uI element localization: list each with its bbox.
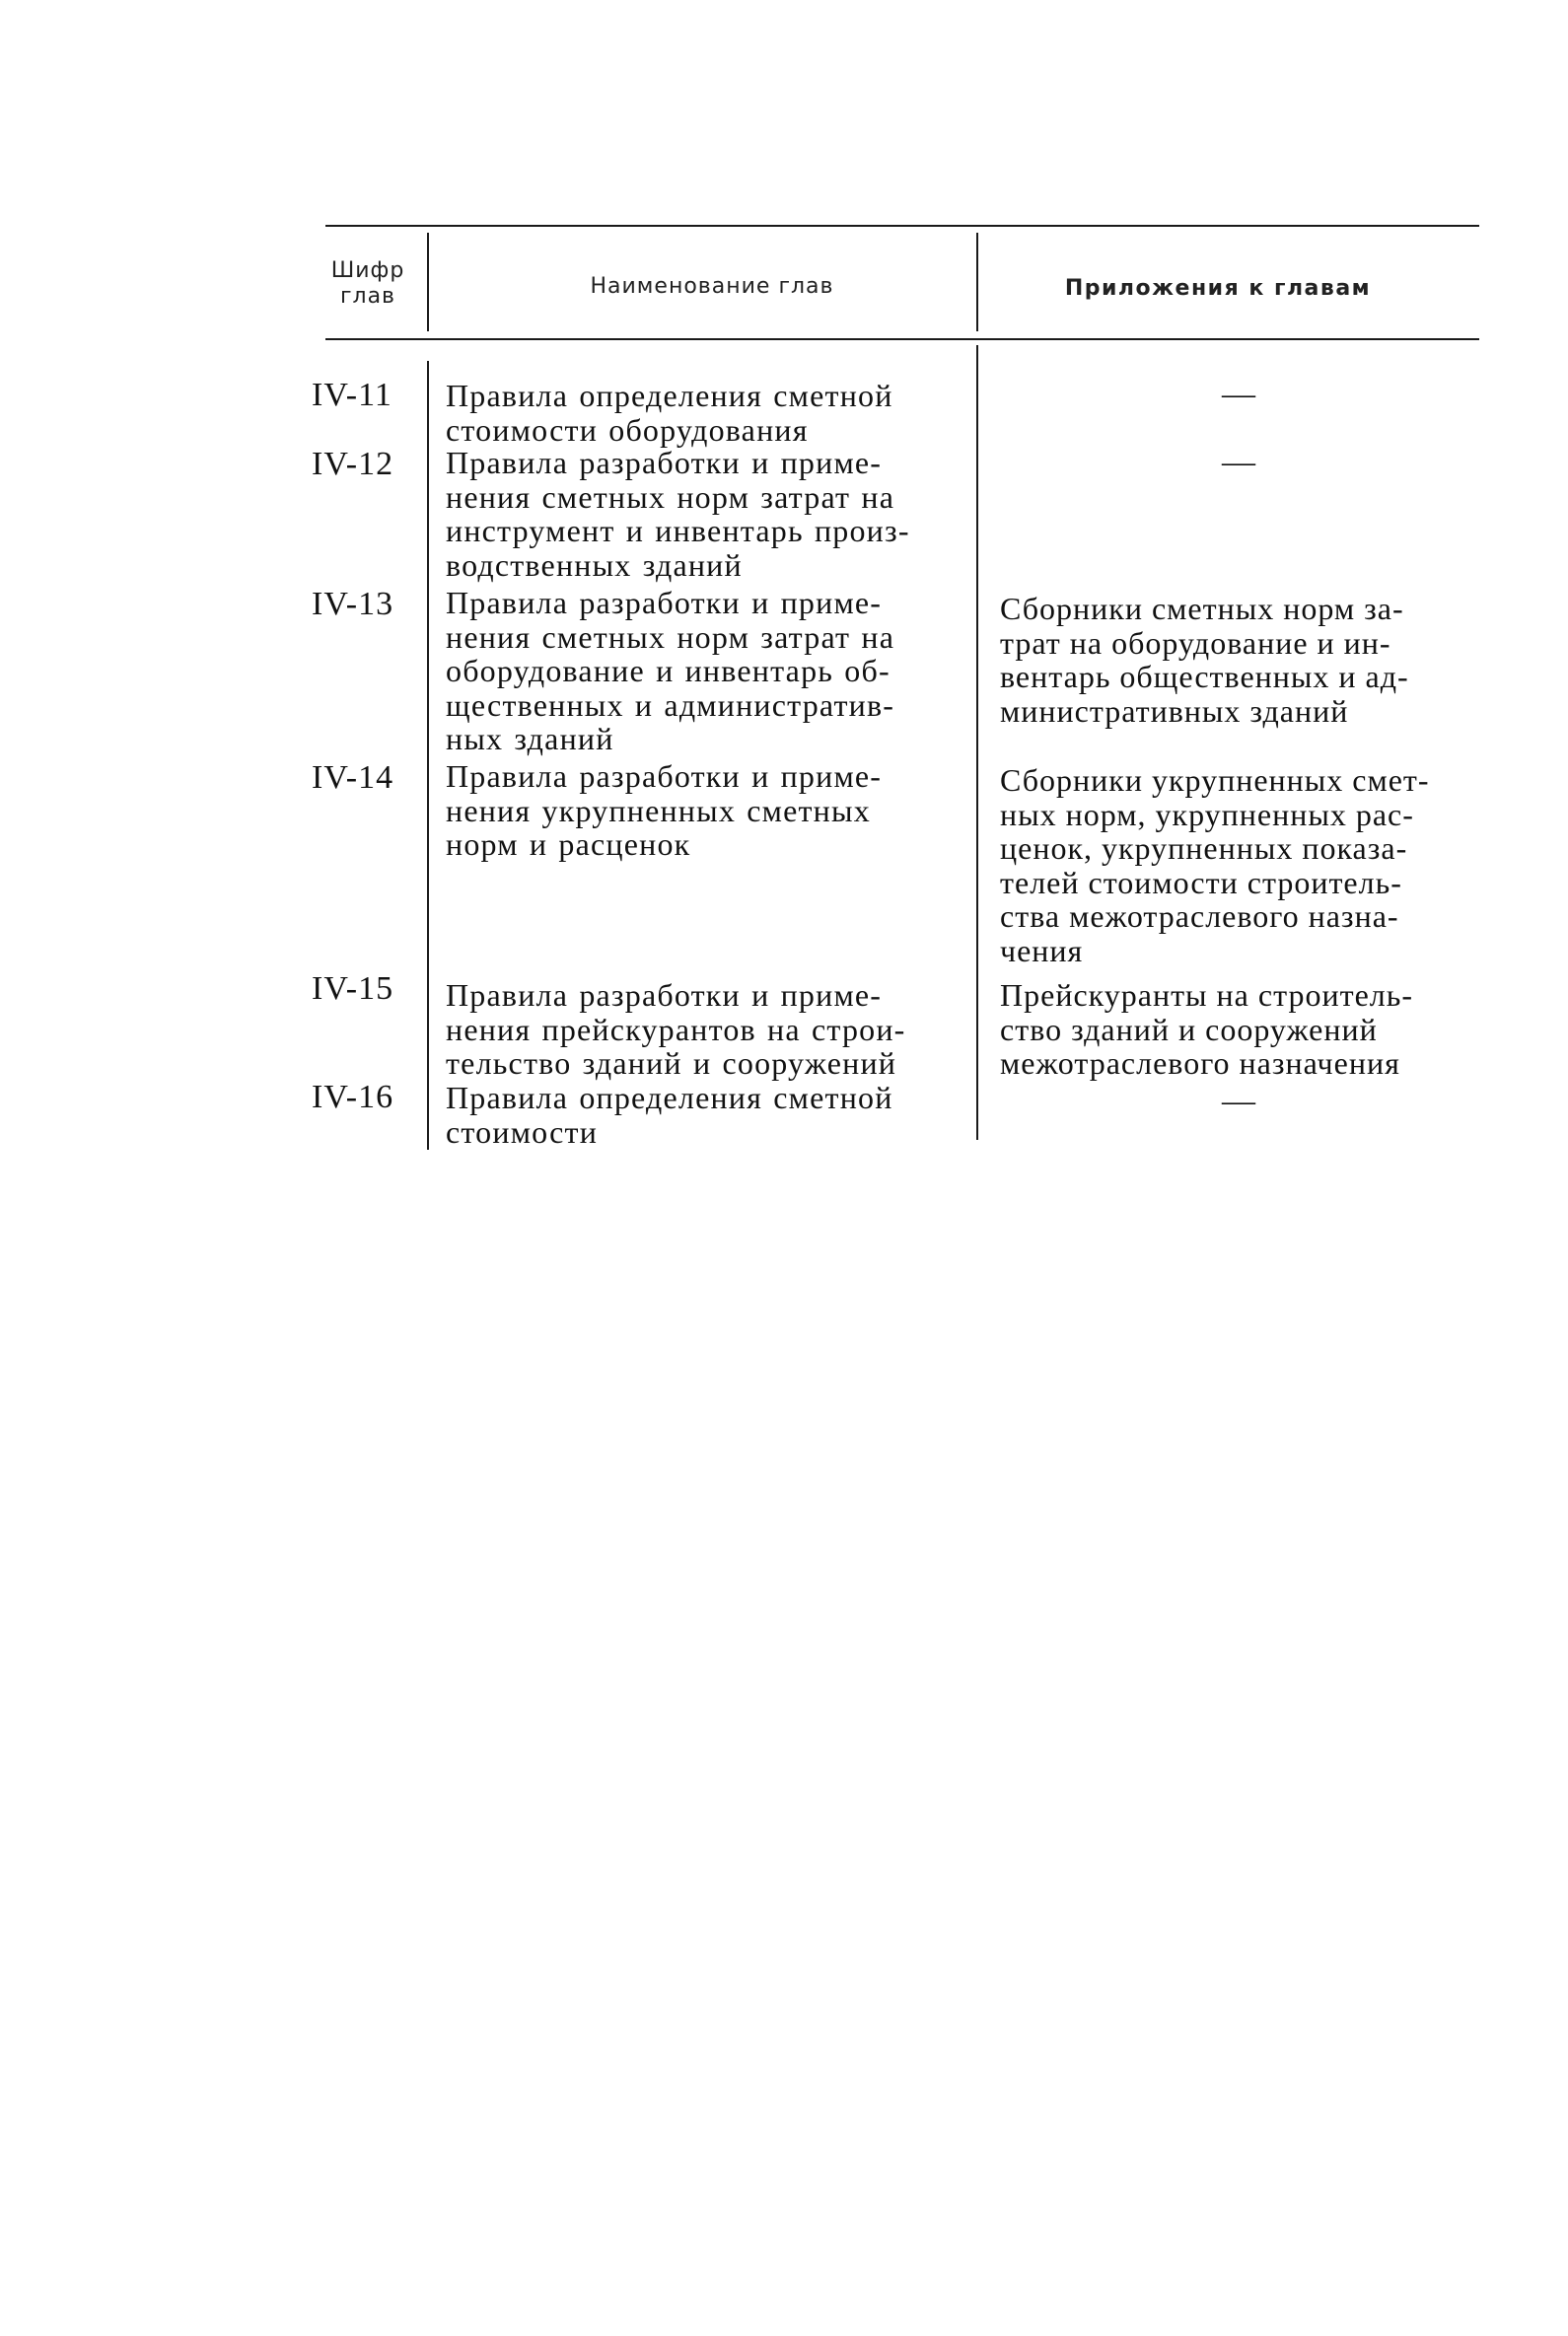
appendix-dash: — bbox=[1222, 376, 1255, 412]
name-line: стоимости оборудования bbox=[446, 411, 809, 448]
name-line: Правила определения сметной bbox=[446, 1080, 893, 1115]
appendix-dash: — bbox=[1222, 1083, 1255, 1119]
header-code: Шифр глав bbox=[330, 258, 405, 309]
appendix-dash: — bbox=[1222, 444, 1255, 480]
row-name bbox=[446, 1081, 966, 1149]
table-top-rule bbox=[325, 225, 1479, 227]
name-line: нения укрупненных сметных bbox=[446, 792, 871, 828]
name-line: оборудование и инвентарь об- bbox=[446, 653, 891, 688]
row-code: IV-15 bbox=[312, 970, 394, 1007]
appendix-line: ство зданий и сооружений bbox=[1000, 1011, 1378, 1047]
name-line: тельство зданий и сооружений bbox=[446, 1045, 897, 1081]
appendix-line: Прейскуранты на строитель- bbox=[1000, 977, 1413, 1013]
row-name bbox=[446, 978, 966, 1081]
appendix-line: Сборники укрупненных смет- bbox=[1000, 762, 1430, 798]
name-line: стоимости bbox=[446, 1113, 599, 1150]
header-separator-left bbox=[427, 233, 429, 331]
header-bottom-rule bbox=[325, 338, 1479, 340]
name-line: нения сметных норм затрат на bbox=[446, 618, 895, 655]
row-name bbox=[446, 759, 966, 862]
name-line: Правила разработки и приме- bbox=[446, 445, 883, 480]
name-line: ных зданий bbox=[446, 721, 614, 756]
row-appendix bbox=[1000, 763, 1477, 967]
name-line: щественных и административ- bbox=[446, 686, 895, 723]
name-line: Правила разработки и приме- bbox=[446, 585, 883, 620]
appendix-line: межотраслевого назначения bbox=[1000, 1045, 1400, 1081]
name-line: инструмент и инвентарь произ- bbox=[446, 513, 910, 548]
appendix-line: телей стоимости строитель- bbox=[1000, 864, 1402, 900]
appendix-line: чения bbox=[1000, 932, 1084, 968]
name-line: Правила разработки и приме- bbox=[446, 758, 883, 794]
name-line: нения сметных норм затрат на bbox=[446, 478, 895, 515]
row-name bbox=[446, 446, 966, 582]
appendix-line: министративных зданий bbox=[1000, 692, 1349, 729]
appendix-line: трат на оборудование и ин- bbox=[1000, 624, 1391, 661]
header-appendix: Приложения к главам bbox=[1064, 276, 1372, 301]
name-line: водственных зданий bbox=[446, 546, 743, 583]
row-code: IV-12 bbox=[312, 446, 394, 482]
row-appendix bbox=[1000, 978, 1477, 1081]
body-separator-right bbox=[976, 345, 978, 1140]
name-line: нения прейскурантов на строи- bbox=[446, 1011, 906, 1047]
appendix-line: ценок, укрупненных показа- bbox=[1000, 830, 1408, 866]
appendix-line: ных норм, укрупненных рас- bbox=[1000, 796, 1414, 832]
row-code: IV-13 bbox=[312, 586, 394, 622]
row-appendix bbox=[1000, 592, 1477, 728]
name-line: норм и расценок bbox=[446, 826, 691, 862]
body-separator-left bbox=[427, 361, 429, 1150]
row-code: IV-14 bbox=[312, 759, 394, 796]
row-code: IV-16 bbox=[312, 1079, 394, 1115]
name-line: Правила определения сметной bbox=[446, 378, 893, 413]
appendix-line: ства межотраслевого назна- bbox=[1000, 898, 1399, 934]
appendix-line: Сборники сметных норм за- bbox=[1000, 591, 1404, 626]
name-line: Правила разработки и приме- bbox=[446, 977, 883, 1013]
row-name bbox=[446, 586, 966, 756]
appendix-line: вентарь общественных и ад- bbox=[1000, 659, 1409, 694]
row-code: IV-11 bbox=[312, 377, 392, 413]
header-name: Наименование глав bbox=[590, 274, 834, 299]
row-name bbox=[446, 379, 966, 447]
